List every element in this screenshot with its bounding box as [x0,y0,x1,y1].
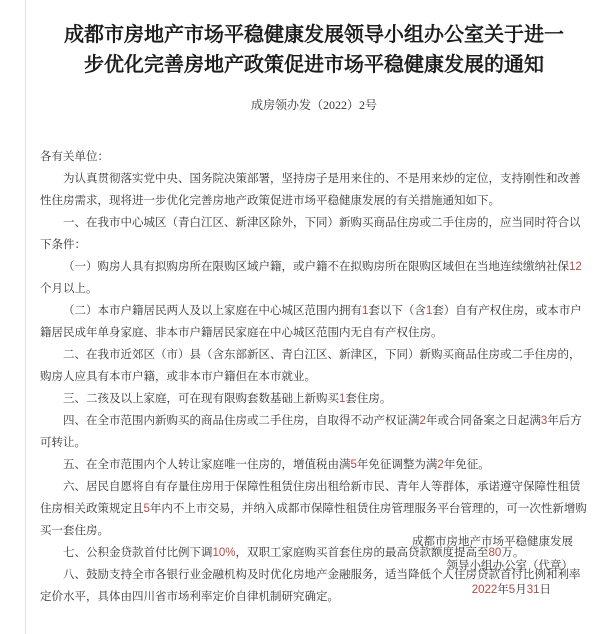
paragraph: 八、鼓励支持全市各银行业金融机构及时优化房地产金融服务，适当降低个人住房贷款首付比例和利率定价水平，具体由四川省市场利率定价自律机制研究确定。 [40,569,581,603]
highlighted-number: 1 [425,305,433,317]
highlighted-number: 10% [212,547,236,559]
highlighted-number: 80 [488,547,502,559]
highlighted-number: 5 [143,503,150,515]
document-title: 成都市房地产市场平稳健康发展领导小组办公室关于进一步优化完善房地产政策促进市场平稳健康发展的通知 [64,24,564,76]
highlighted-number: 2 [419,415,426,427]
paragraph: 二、在我市近郊区（市）县（含东部新区、青白江区、新津区，下同）新购买商品住房或二手住房的，购房人应具有本市户籍，或非本市户籍但在本市就业。 [40,349,581,383]
paragraph: （一）购房人具有拟购房所在限购区域户籍，或户籍不在拟购房所在限购区域但在当地连续缴纳社保12个月以上。 [40,261,582,295]
highlighted-number: 2 [437,459,444,471]
document-number: 成房领办发（2022）2号 [250,98,377,112]
signature-date: 2022年5月31日 [471,584,551,596]
paragraph: 为认真贯彻落实党中央、国务院决策部署，坚持房子是用来住的、不是用来炒的定位，支持刚性和改善性住房需求，现将进一步优化完善房地产政策促进市场平稳健康发展的有关措施通知如下。 [40,173,581,207]
signature-block [412,530,573,602]
highlighted-number: 2022 [471,584,498,596]
paragraph: 一、在我市中心城区（青白江区、新津区除外，下同）新购买商品住房或二手住房的，应当同时符合以下条件： [40,217,581,251]
highlighted-number: 5 [508,584,516,596]
highlighted-number: 1 [339,393,346,405]
highlighted-number: 3 [540,415,548,427]
highlighted-number: 1 [362,305,369,317]
paragraph: 六、居民自愿将自有存量住房用于保障性租赁住房出租给新市民、青年人等群体，承诺遵守保障性租赁住房相关政策规定且5年内不上市交易，并纳入成都市保障性租赁住房管理服务平台管理的，可一次性新增购买一套住房。 [40,481,587,537]
paragraph: 三、二孩及以上家庭，可在现有限购套数基础上新购买1套住房。 [63,393,392,405]
paragraph: 五、在全市范围内个人转让家庭唯一住房的，增值税由满5年免征调整为满2年免征。 [63,459,490,471]
paragraph: （二）本市户籍居民两人及以上家庭在中心城区范围内拥有1套以下（含1套）自有产权住房，或本市户籍居民成年单身家庭、非本市户籍居民家庭在中心城区范围内无自有产权住房。 [40,305,582,339]
signature-org-line2: 领导小组办公室（代章） [446,560,573,572]
highlighted-number: 12 [569,261,582,273]
paragraph: 七、公积金贷款首付比例下调10%，双职工家庭购买首套住房的最高贷款额度提高至80万。 [63,547,525,559]
document-content [40,0,588,608]
highlighted-number: 31 [526,584,540,596]
salutation: 各有关单位： [40,151,109,163]
page-left-border-line [25,0,26,634]
highlighted-number: 5 [350,459,357,471]
paragraph: 四、在全市范围内新购买的商品住房或二手住房，自取得不动产权证满2年或合同备案之日起满3年后方可转让。 [40,415,582,449]
signature-org-line1: 成都市房地产市场平稳健康发展 [412,536,573,548]
